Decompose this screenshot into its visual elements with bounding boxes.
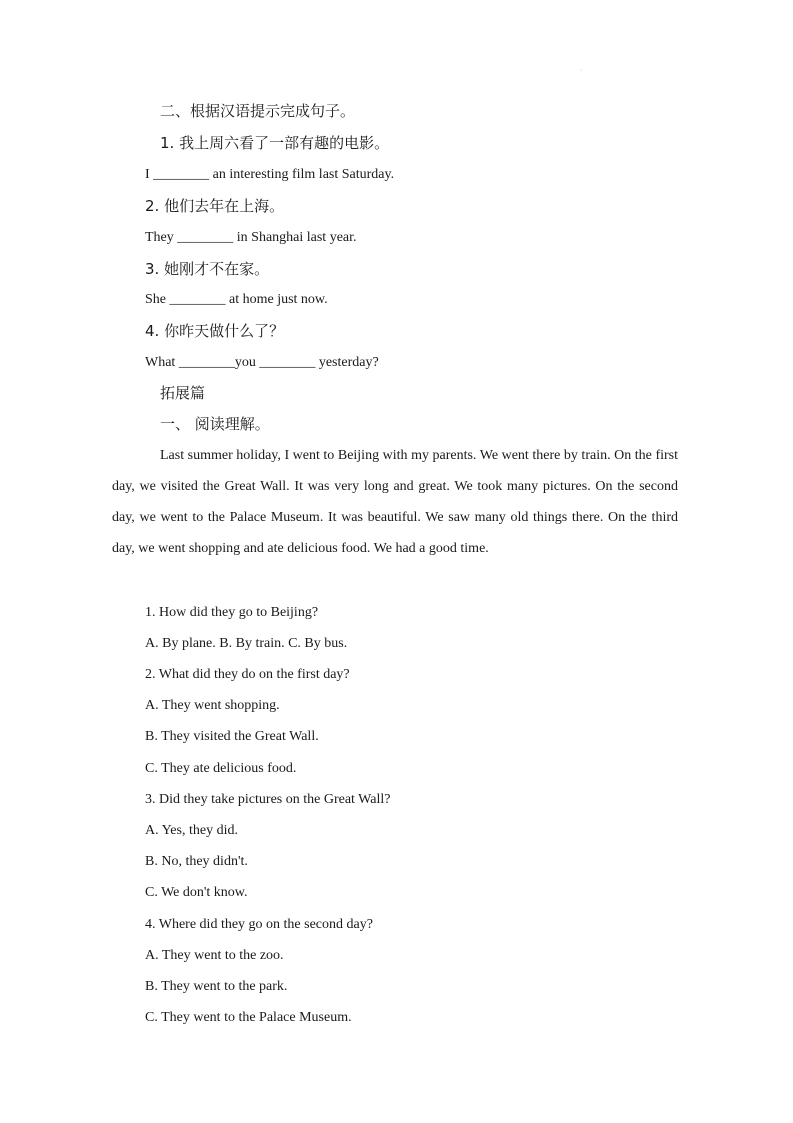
sentence-prompt-4: 4. 你昨天做什么了？ [145,322,285,340]
question-2-option-a: A. They went shopping. [145,698,280,713]
sentence-prompt-2: 2. 他们去年在上海。 [145,197,285,215]
reading-passage: Last summer holiday, I went to Beijing with my parents. We went there by train. On the first day, we visited the Great Wall. It was very long and great. We took many pictures. On the second day, we went to the Palace Museum. It was beautiful. We saw many old things there. On the third day, we went shopping and ate delicious food. We had a good time. [112,448,678,556]
question-2: 2. What did they do on the first day? [145,667,350,682]
question-3-option-c: C. We don't know. [145,885,248,900]
question-4-option-c: C. They went to the Palace Museum. [145,1010,352,1025]
question-4: 4. Where did they go on the second day? [145,917,373,932]
question-1: 1. How did they go to Beijing? [145,605,319,620]
question-2-option-b: B. They visited the Great Wall. [145,729,319,744]
question-4-option-b: B. They went to the park. [145,979,288,994]
question-4-option-a: A. They went to the zoo. [145,948,284,963]
sentence-prompt-3: 3. 她刚才不在家。 [145,260,270,278]
question-3-option-a: A. Yes, they did. [145,823,238,838]
reading-heading: 一、 阅读理解。 [160,415,270,433]
question-2-option-c: C. They ate delicious food. [145,761,297,776]
sentence-answer-2: They ________ in Shanghai last year. [145,230,357,245]
question-3: 3. Did they take pictures on the Great Wall? [145,792,391,807]
question-3-option-b: B. No, they didn't. [145,854,248,869]
sentence-prompt-1: 1. 我上周六看了一部有趣的电影。 [160,134,390,152]
stray-mark: · [580,66,583,75]
extension-title: 拓展篇 [160,384,206,402]
sentence-answer-1: I ________ an interesting film last Saturday. [145,167,395,182]
section-heading: 二、根据汉语提示完成句子。 [160,102,356,120]
question-1-options: A. By plane. B. By train. C. By bus. [145,636,348,651]
sentence-answer-4: What ________you ________ yesterday? [145,355,379,370]
sentence-answer-3: She ________ at home just now. [145,292,328,307]
